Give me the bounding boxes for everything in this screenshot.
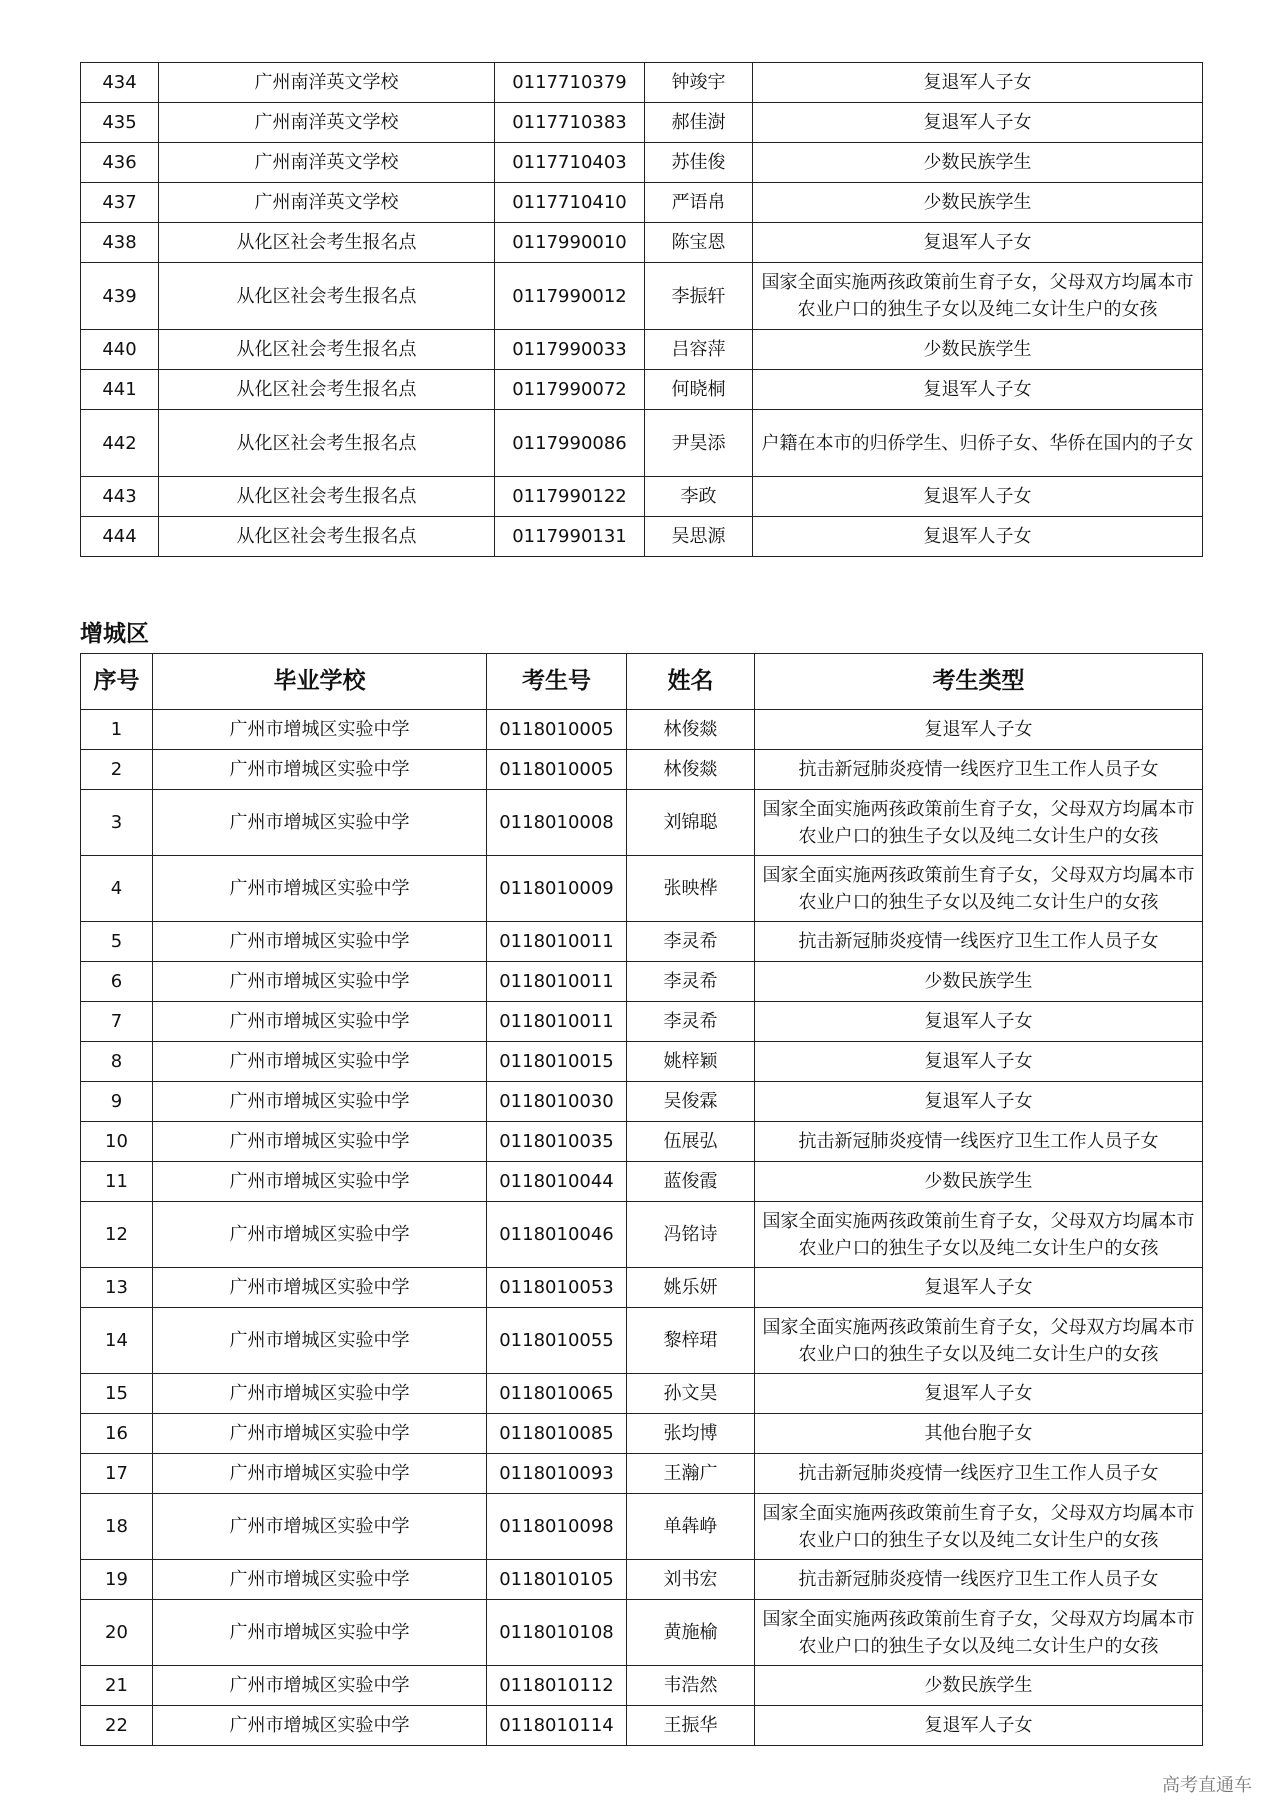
row-type: 复退军人子女 [753, 63, 1203, 103]
row-school: 广州市增城区实验中学 [153, 1414, 487, 1454]
row-type: 复退军人子女 [753, 477, 1203, 517]
table-row [81, 1308, 1203, 1374]
row-name: 刘锦聪 [627, 790, 755, 856]
table-row [81, 1454, 1203, 1494]
row-type: 国家全面实施两孩政策前生育子女，父母双方均属本市农业户口的独生子女以及纯二女计生户的女孩 [755, 856, 1203, 922]
row-name: 单犇峥 [627, 1494, 755, 1560]
row-name: 李政 [645, 477, 753, 517]
row-school: 广州市增城区实验中学 [153, 856, 487, 922]
row-name: 王振华 [627, 1706, 755, 1746]
row-name: 姚乐妍 [627, 1268, 755, 1308]
row-type: 国家全面实施两孩政策前生育子女，父母双方均属本市农业户口的独生子女以及纯二女计生户的女孩 [755, 1308, 1203, 1374]
row-type: 少数民族学生 [753, 143, 1203, 183]
row-name: 黄施榆 [627, 1600, 755, 1666]
table-row [81, 370, 1203, 410]
row-exam-id: 0118010035 [487, 1122, 627, 1162]
row-name: 孙文昊 [627, 1374, 755, 1414]
row-name: 黎梓珺 [627, 1308, 755, 1374]
row-school: 广州市增城区实验中学 [153, 1560, 487, 1600]
row-school: 广州市增城区实验中学 [153, 750, 487, 790]
table-row [81, 223, 1203, 263]
row-exam-id: 0118010005 [487, 750, 627, 790]
table-conghua [80, 62, 1203, 557]
row-exam-id: 0118010053 [487, 1268, 627, 1308]
row-exam-id: 0118010114 [487, 1706, 627, 1746]
row-exam-id: 0118010030 [487, 1082, 627, 1122]
row-number: 10 [81, 1122, 153, 1162]
row-exam-id: 0117990033 [495, 330, 645, 370]
row-type: 抗击新冠肺炎疫情一线医疗卫生工作人员子女 [755, 1122, 1203, 1162]
row-school: 广州市增城区实验中学 [153, 1162, 487, 1202]
row-type: 复退军人子女 [753, 223, 1203, 263]
row-type: 复退军人子女 [755, 1002, 1203, 1042]
row-exam-id: 0118010015 [487, 1042, 627, 1082]
row-type: 复退军人子女 [755, 1268, 1203, 1308]
row-type: 国家全面实施两孩政策前生育子女，父母双方均属本市农业户口的独生子女以及纯二女计生户的女孩 [755, 1202, 1203, 1268]
row-type: 复退军人子女 [755, 1042, 1203, 1082]
row-type: 国家全面实施两孩政策前生育子女，父母双方均属本市农业户口的独生子女以及纯二女计生户的女孩 [755, 790, 1203, 856]
row-school: 广州市增城区实验中学 [153, 1600, 487, 1666]
row-number: 440 [81, 330, 159, 370]
table-row [81, 1666, 1203, 1706]
row-name: 钟竣宇 [645, 63, 753, 103]
row-school: 广州市增城区实验中学 [153, 1454, 487, 1494]
row-school: 广州市增城区实验中学 [153, 710, 487, 750]
table-row [81, 1268, 1203, 1308]
row-type: 国家全面实施两孩政策前生育子女，父母双方均属本市农业户口的独生子女以及纯二女计生户的女孩 [753, 263, 1203, 330]
row-number: 441 [81, 370, 159, 410]
row-number: 8 [81, 1042, 153, 1082]
table-row [81, 962, 1203, 1002]
row-exam-id: 0118010011 [487, 922, 627, 962]
table-row [81, 1560, 1203, 1600]
row-school: 广州市增城区实验中学 [153, 1202, 487, 1268]
row-number: 11 [81, 1162, 153, 1202]
row-name: 伍展弘 [627, 1122, 755, 1162]
row-type: 复退军人子女 [755, 710, 1203, 750]
row-school: 广州南洋英文学校 [159, 183, 495, 223]
row-school: 广州市增城区实验中学 [153, 1374, 487, 1414]
table-row [81, 1202, 1203, 1268]
row-name: 张均博 [627, 1414, 755, 1454]
table-header-row [81, 654, 1203, 710]
row-type: 复退军人子女 [753, 103, 1203, 143]
row-exam-id: 0117990131 [495, 517, 645, 557]
row-exam-id: 0118010085 [487, 1414, 627, 1454]
row-number: 22 [81, 1706, 153, 1746]
row-school: 从化区社会考生报名点 [159, 263, 495, 330]
row-number: 16 [81, 1414, 153, 1454]
row-type: 复退军人子女 [755, 1706, 1203, 1746]
table-row [81, 1374, 1203, 1414]
row-exam-id: 0118010055 [487, 1308, 627, 1374]
row-number: 20 [81, 1600, 153, 1666]
row-number: 444 [81, 517, 159, 557]
row-number: 435 [81, 103, 159, 143]
row-school: 广州市增城区实验中学 [153, 1308, 487, 1374]
row-type: 少数民族学生 [753, 330, 1203, 370]
section-title: 增城区 [80, 621, 149, 647]
row-number: 18 [81, 1494, 153, 1560]
row-type: 少数民族学生 [755, 1162, 1203, 1202]
row-type: 抗击新冠肺炎疫情一线医疗卫生工作人员子女 [755, 1454, 1203, 1494]
row-number: 14 [81, 1308, 153, 1374]
table-row [81, 143, 1203, 183]
row-type: 户籍在本市的归侨学生、归侨子女、华侨在国内的子女 [753, 410, 1203, 477]
row-exam-id: 0118010011 [487, 962, 627, 1002]
row-school: 广州市增城区实验中学 [153, 790, 487, 856]
table-row [81, 263, 1203, 330]
row-number: 3 [81, 790, 153, 856]
row-number: 12 [81, 1202, 153, 1268]
row-name: 王瀚广 [627, 1454, 755, 1494]
row-type: 少数民族学生 [755, 1666, 1203, 1706]
table-row [81, 1122, 1203, 1162]
row-number: 1 [81, 710, 153, 750]
row-type: 抗击新冠肺炎疫情一线医疗卫生工作人员子女 [755, 750, 1203, 790]
row-school: 广州市增城区实验中学 [153, 1666, 487, 1706]
row-school: 从化区社会考生报名点 [159, 410, 495, 477]
row-number: 443 [81, 477, 159, 517]
table-row [81, 63, 1203, 103]
row-name: 陈宝恩 [645, 223, 753, 263]
row-name: 李振轩 [645, 263, 753, 330]
row-name: 韦浩然 [627, 1666, 755, 1706]
table-row [81, 1042, 1203, 1082]
row-exam-id: 0117990010 [495, 223, 645, 263]
row-name: 林俊燚 [627, 710, 755, 750]
table-row [81, 856, 1203, 922]
row-name: 苏佳俊 [645, 143, 753, 183]
row-school: 广州市增城区实验中学 [153, 1122, 487, 1162]
row-number: 17 [81, 1454, 153, 1494]
table-row [81, 517, 1203, 557]
row-exam-id: 0118010011 [487, 1002, 627, 1042]
row-school: 广州南洋英文学校 [159, 143, 495, 183]
row-exam-id: 0118010108 [487, 1600, 627, 1666]
row-exam-id: 0118010009 [487, 856, 627, 922]
header-name: 姓名 [627, 654, 755, 710]
row-school: 从化区社会考生报名点 [159, 370, 495, 410]
row-name: 冯铭诗 [627, 1202, 755, 1268]
table-row [81, 1162, 1203, 1202]
row-type: 复退军人子女 [753, 517, 1203, 557]
table-row [81, 1002, 1203, 1042]
header-number: 序号 [81, 654, 153, 710]
table-zengcheng [80, 653, 1203, 1746]
row-school: 从化区社会考生报名点 [159, 477, 495, 517]
row-name: 刘书宏 [627, 1560, 755, 1600]
row-number: 7 [81, 1002, 153, 1042]
row-exam-id: 0117710383 [495, 103, 645, 143]
row-number: 15 [81, 1374, 153, 1414]
row-name: 尹昊添 [645, 410, 753, 477]
row-number: 437 [81, 183, 159, 223]
row-type: 少数民族学生 [753, 183, 1203, 223]
row-school: 从化区社会考生报名点 [159, 330, 495, 370]
row-number: 2 [81, 750, 153, 790]
row-exam-id: 0117990072 [495, 370, 645, 410]
watermark: 高考直通车 [1162, 1775, 1252, 1796]
table-row [81, 922, 1203, 962]
row-number: 442 [81, 410, 159, 477]
row-school: 广州市增城区实验中学 [153, 1268, 487, 1308]
row-exam-id: 0117990122 [495, 477, 645, 517]
row-number: 21 [81, 1666, 153, 1706]
row-type: 抗击新冠肺炎疫情一线医疗卫生工作人员子女 [755, 922, 1203, 962]
table-row [81, 710, 1203, 750]
row-number: 13 [81, 1268, 153, 1308]
row-exam-id: 0117990086 [495, 410, 645, 477]
row-type: 少数民族学生 [755, 962, 1203, 1002]
row-name: 林俊燚 [627, 750, 755, 790]
table-row [81, 1706, 1203, 1746]
row-exam-id: 0118010044 [487, 1162, 627, 1202]
row-name: 姚梓颖 [627, 1042, 755, 1082]
header-school: 毕业学校 [153, 654, 487, 710]
row-exam-id: 0117710410 [495, 183, 645, 223]
row-name: 李灵希 [627, 922, 755, 962]
row-name: 吕容萍 [645, 330, 753, 370]
row-exam-id: 0118010112 [487, 1666, 627, 1706]
row-name: 何晓桐 [645, 370, 753, 410]
table-row [81, 790, 1203, 856]
row-number: 6 [81, 962, 153, 1002]
row-school: 从化区社会考生报名点 [159, 517, 495, 557]
row-school: 广州南洋英文学校 [159, 63, 495, 103]
row-exam-id: 0117710403 [495, 143, 645, 183]
row-school: 广州市增城区实验中学 [153, 922, 487, 962]
row-type: 其他台胞子女 [755, 1414, 1203, 1454]
row-exam-id: 0118010105 [487, 1560, 627, 1600]
table-row [81, 410, 1203, 477]
row-name: 严语帛 [645, 183, 753, 223]
row-number: 439 [81, 263, 159, 330]
table-row [81, 1600, 1203, 1666]
table-row [81, 750, 1203, 790]
row-name: 张映桦 [627, 856, 755, 922]
row-school: 广州市增城区实验中学 [153, 1042, 487, 1082]
table-row [81, 1082, 1203, 1122]
row-school: 从化区社会考生报名点 [159, 223, 495, 263]
row-exam-id: 0118010093 [487, 1454, 627, 1494]
row-type: 国家全面实施两孩政策前生育子女，父母双方均属本市农业户口的独生子女以及纯二女计生户的女孩 [755, 1494, 1203, 1560]
row-exam-id: 0117710379 [495, 63, 645, 103]
table-row [81, 477, 1203, 517]
row-school: 广州市增城区实验中学 [153, 1082, 487, 1122]
row-school: 广州南洋英文学校 [159, 103, 495, 143]
row-number: 4 [81, 856, 153, 922]
table-row [81, 183, 1203, 223]
row-type: 抗击新冠肺炎疫情一线医疗卫生工作人员子女 [755, 1560, 1203, 1600]
row-number: 434 [81, 63, 159, 103]
row-number: 5 [81, 922, 153, 962]
row-name: 李灵希 [627, 962, 755, 1002]
row-school: 广州市增城区实验中学 [153, 1002, 487, 1042]
row-number: 438 [81, 223, 159, 263]
row-exam-id: 0118010065 [487, 1374, 627, 1414]
row-school: 广州市增城区实验中学 [153, 1494, 487, 1560]
row-number: 436 [81, 143, 159, 183]
row-name: 郝佳澍 [645, 103, 753, 143]
row-exam-id: 0118010008 [487, 790, 627, 856]
row-name: 吴俊霖 [627, 1082, 755, 1122]
table-row [81, 103, 1203, 143]
table-row [81, 1494, 1203, 1560]
row-exam-id: 0118010046 [487, 1202, 627, 1268]
row-exam-id: 0118010005 [487, 710, 627, 750]
row-type: 国家全面实施两孩政策前生育子女，父母双方均属本市农业户口的独生子女以及纯二女计生户的女孩 [755, 1600, 1203, 1666]
header-type: 考生类型 [755, 654, 1203, 710]
table-row [81, 330, 1203, 370]
row-type: 复退军人子女 [753, 370, 1203, 410]
row-name: 蓝俊霞 [627, 1162, 755, 1202]
row-name: 吴思源 [645, 517, 753, 557]
header-exam-id: 考生号 [487, 654, 627, 710]
row-exam-id: 0118010098 [487, 1494, 627, 1560]
table-row [81, 1414, 1203, 1454]
row-number: 19 [81, 1560, 153, 1600]
row-number: 9 [81, 1082, 153, 1122]
row-school: 广州市增城区实验中学 [153, 1706, 487, 1746]
row-school: 广州市增城区实验中学 [153, 962, 487, 1002]
row-name: 李灵希 [627, 1002, 755, 1042]
row-type: 复退军人子女 [755, 1374, 1203, 1414]
row-type: 复退军人子女 [755, 1082, 1203, 1122]
row-exam-id: 0117990012 [495, 263, 645, 330]
